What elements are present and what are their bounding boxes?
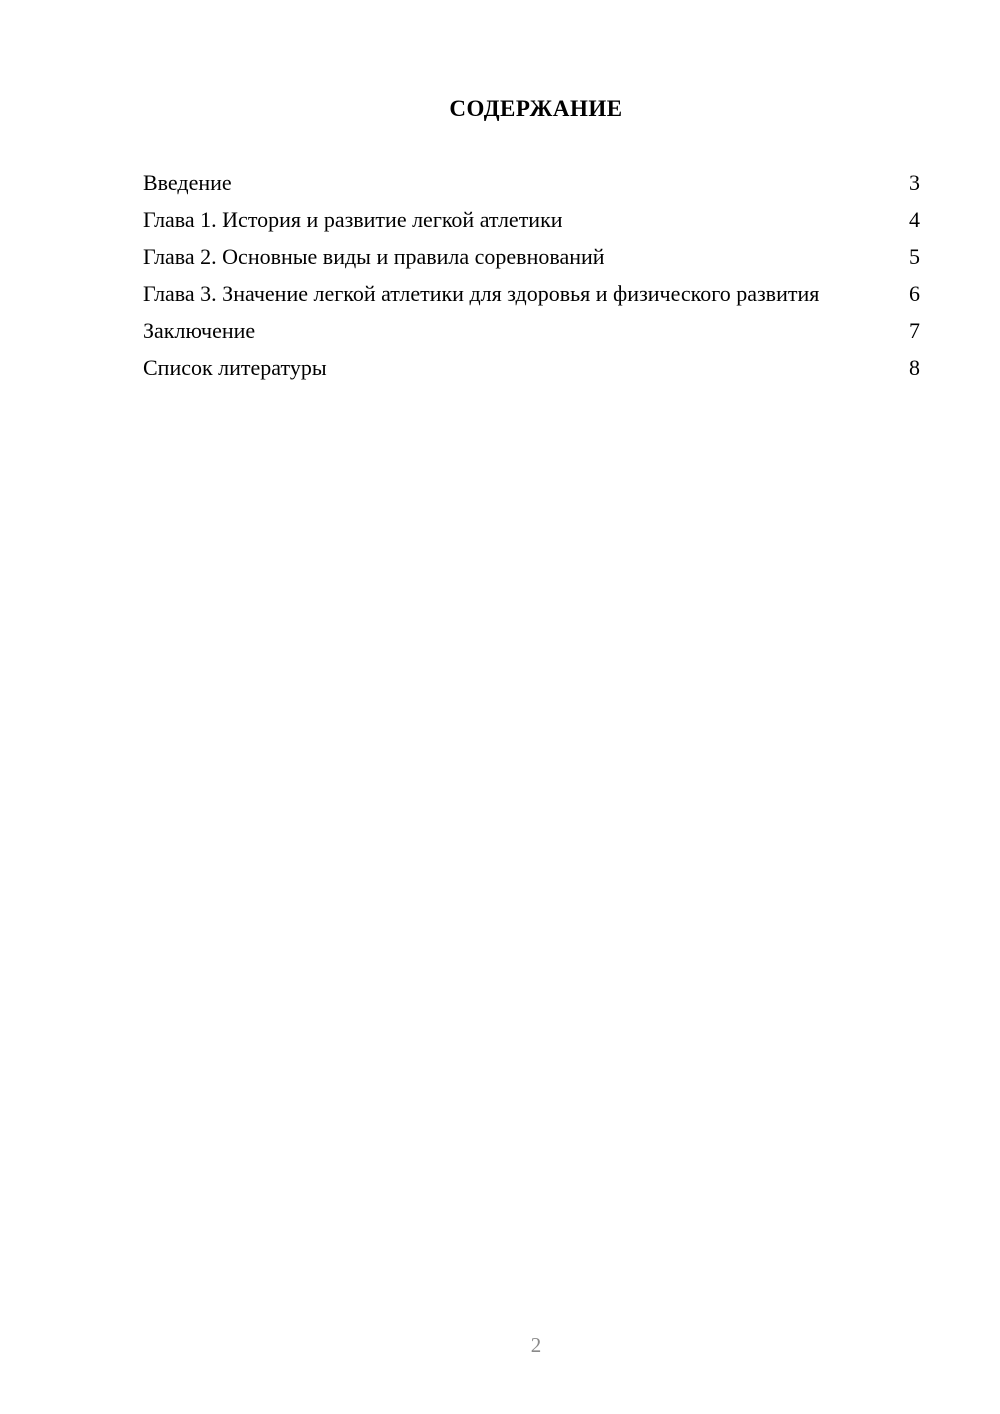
toc-item-chapter-3 [143, 281, 920, 307]
toc-item-page-number: 4 [909, 207, 920, 232]
toc-item-page-number: 6 [909, 281, 920, 306]
toc-item-page-number: 8 [909, 355, 920, 380]
toc-item-label: Глава 3. Значение легкой атлетики для здоровья и физического развития [143, 281, 820, 306]
toc-item-conclusion [143, 318, 920, 344]
toc-item-page-number: 3 [909, 170, 920, 195]
page-number: 2 [530, 1333, 542, 1357]
toc-item-bibliography [143, 355, 920, 381]
table-of-contents [143, 170, 920, 392]
toc-item-chapter-2 [143, 244, 920, 270]
toc-item-page-number: 5 [909, 244, 920, 269]
toc-item-label: Введение [143, 170, 232, 195]
toc-item-label: Глава 1. История и развитие легкой атлетики [143, 207, 563, 232]
toc-item-page-number: 7 [909, 318, 920, 343]
toc-item-label: Список литературы [143, 355, 327, 380]
toc-heading: СОДЕРЖАНИЕ [449, 96, 623, 121]
toc-item-label: Заключение [143, 318, 256, 343]
toc-item-introduction [143, 170, 920, 196]
toc-item-label: Глава 2. Основные виды и правила соревнований [143, 244, 605, 269]
toc-item-chapter-1 [143, 207, 920, 233]
